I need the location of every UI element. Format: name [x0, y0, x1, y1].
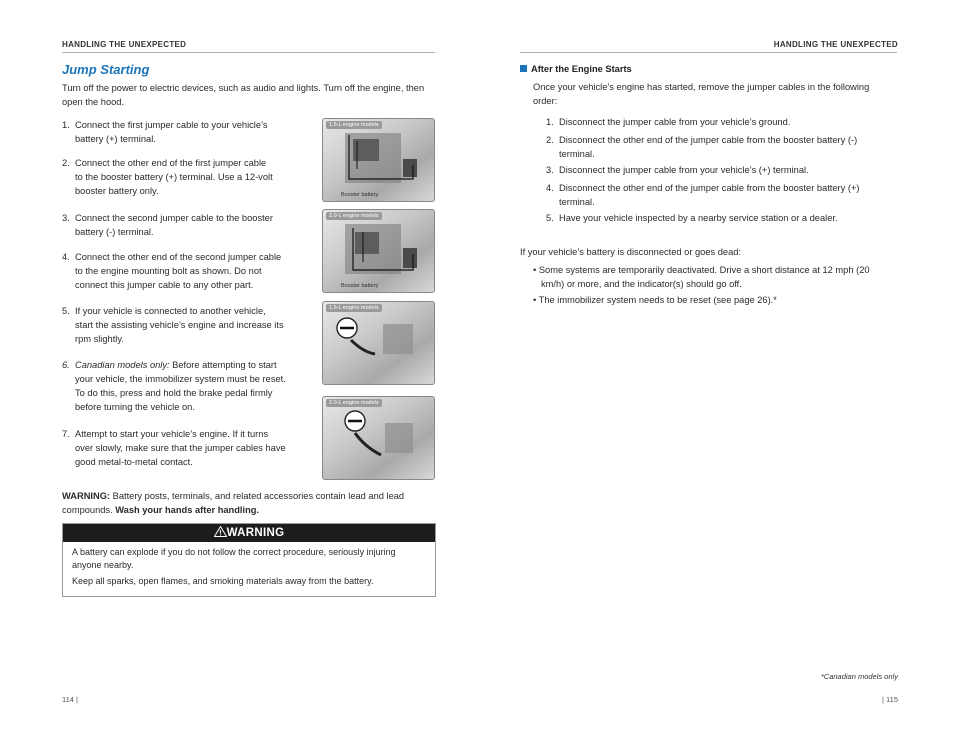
step-number: 5. — [546, 213, 554, 223]
step-number: 3. — [62, 213, 70, 223]
disconnected-intro: If your vehicle’s battery is disconnected or goes dead: — [520, 247, 742, 257]
step-line: start the assisting vehicle’s engine and increase its — [75, 320, 284, 330]
engine-drawing — [323, 210, 434, 292]
step-number: 7. — [62, 429, 70, 439]
step-item — [62, 156, 312, 198]
step-number: 3. — [546, 165, 554, 175]
step-line — [62, 304, 312, 318]
warning-label: WARNING: — [62, 491, 111, 501]
step-number: 4. — [546, 183, 554, 193]
step-text: Disconnect the other end of the jumper cable from the booster battery (+) — [559, 183, 860, 193]
step-text: Connect the first jumper cable to your vehicle’s — [75, 120, 268, 130]
page-number: 114 | — [62, 695, 78, 704]
step-text: Connect the other end of the second jumper cable — [75, 252, 282, 262]
step-number: 1. — [546, 117, 554, 127]
page-number: | 115 — [882, 695, 898, 704]
warning-box-paragraph: A battery can explode if you do not follow the correct procedure, seriously injuring anyone nearby. — [72, 547, 396, 570]
step-lead: Canadian models only: — [75, 360, 170, 370]
instruction-paragraph: Once your vehicle’s engine has started, remove the jumper cables in the following order: — [533, 82, 870, 106]
engine-closeup-1 — [322, 301, 435, 385]
step-line — [62, 250, 312, 264]
step-line — [62, 427, 312, 441]
step-number: 5. — [62, 306, 70, 316]
engine-closeup-drawing — [323, 397, 434, 479]
image-tag: 2.0-L engine models — [326, 399, 382, 407]
step-line: battery (+) terminal. — [75, 134, 156, 144]
warning-text: Battery posts, terminals, and related accessories contain lead and lead compounds. — [62, 491, 405, 515]
step-number: 6. — [62, 360, 70, 370]
step-text: Disconnect the other end of the jumper cable from the booster battery (-) — [559, 135, 858, 145]
step-continuation: terminal. — [559, 197, 595, 207]
page-title: Jump Starting — [62, 62, 150, 77]
step-line: to the booster battery (+) terminal. Use a 12-volt — [75, 172, 273, 182]
step-text: Before attempting to start — [169, 360, 277, 370]
removal-step — [546, 181, 896, 209]
section-header: HANDLING THE UNEXPECTED — [773, 40, 898, 49]
warning-triangle-icon — [214, 526, 227, 537]
section-header: HANDLING THE UNEXPECTED — [62, 40, 187, 49]
step-text: Have your vehicle inspected by a nearby service station or a dealer. — [559, 213, 838, 223]
warning-box-header — [63, 524, 435, 542]
footnote: *Canadian models only — [820, 672, 898, 681]
step-line: connect this jumper cable to any other part. — [75, 280, 254, 290]
step-continuation: terminal. — [559, 149, 595, 159]
step-line — [62, 118, 312, 132]
step-number: 2. — [62, 158, 70, 168]
removal-step — [546, 163, 896, 177]
header-rule — [520, 52, 897, 53]
image-caption: Booster battery — [341, 192, 379, 198]
step-line: battery (-) terminal. — [75, 227, 154, 237]
bullet-continuation: km/h) or more, and the indicator(s) should go off. — [541, 279, 742, 289]
step-item — [62, 250, 312, 292]
warning-bold-text: Wash your hands after handling. — [115, 505, 260, 515]
step-line: your vehicle, the immobilizer system must be reset. — [75, 374, 286, 384]
step-text: Disconnect the jumper cable from your vehicle’s (+) terminal. — [559, 165, 809, 175]
right-page — [480, 0, 960, 750]
step-text: If your vehicle is connected to another vehicle, — [75, 306, 266, 316]
bullet-text: • The immobilizer system needs to be reset (see page 26).* — [533, 295, 777, 305]
bullet-text: • Some systems are temporarily deactivated. Drive a short distance at 12 mph (20 — [533, 265, 870, 275]
square-bullet-icon — [520, 65, 527, 72]
warning-box — [62, 523, 436, 597]
step-text: Attempt to start your vehicle’s engine. If it turns — [75, 429, 269, 439]
bullet-item — [533, 263, 895, 291]
step-item — [62, 304, 312, 346]
image-caption: Booster battery — [341, 283, 379, 289]
engine-closeup-drawing — [323, 302, 434, 384]
intro-paragraph: Turn off the power to electric devices, such as audio and lights. Turn off the engine, then open the hood. — [62, 83, 425, 107]
step-line: booster battery only. — [75, 186, 159, 196]
warning-box-body — [63, 542, 435, 588]
removal-step — [546, 115, 896, 129]
step-line: before turning the vehicle on. — [75, 402, 195, 412]
lead-warning — [62, 489, 440, 517]
step-text: Connect the other end of the first jumper cable — [75, 158, 267, 168]
step-line: to the engine mounting bolt as shown. Do not — [75, 266, 262, 276]
step-line — [62, 358, 312, 372]
engine-diagram-1 — [322, 118, 435, 202]
step-item — [62, 427, 312, 469]
subheading — [520, 64, 632, 74]
step-line — [62, 156, 312, 170]
header-rule — [62, 52, 435, 53]
step-line: good metal-to-metal contact. — [75, 457, 193, 467]
engine-closeup-2 — [322, 396, 435, 480]
image-tag: 1.5-L engine models — [326, 121, 382, 129]
step-text: Disconnect the jumper cable from your vehicle’s ground. — [559, 117, 791, 127]
engine-drawing — [323, 119, 434, 201]
step-line: rpm slightly. — [75, 334, 124, 344]
warning-box-paragraph: Keep all sparks, open flames, and smoking materials away from the battery. — [72, 576, 374, 586]
step-number: 4. — [62, 252, 70, 262]
removal-step — [546, 211, 896, 225]
engine-diagram-2 — [322, 209, 435, 293]
step-line: over slowly, make sure that the jumper cables have — [75, 443, 286, 453]
step-number: 2. — [546, 135, 554, 145]
step-line — [62, 211, 312, 225]
step-item — [62, 358, 312, 414]
step-item — [62, 211, 312, 239]
image-tag: 2.0-L engine models — [326, 212, 382, 220]
bullet-item — [533, 293, 895, 307]
step-number: 1. — [62, 120, 70, 130]
step-text: Connect the second jumper cable to the booster — [75, 213, 273, 223]
step-item — [62, 118, 312, 146]
image-tag: 1.5-L engine models — [326, 304, 382, 312]
step-line: To do this, press and hold the brake pedal firmly — [75, 388, 273, 398]
subheading-text: After the Engine Starts — [531, 64, 632, 74]
warning-box-title: WARNING — [226, 527, 285, 539]
removal-step — [546, 133, 896, 161]
